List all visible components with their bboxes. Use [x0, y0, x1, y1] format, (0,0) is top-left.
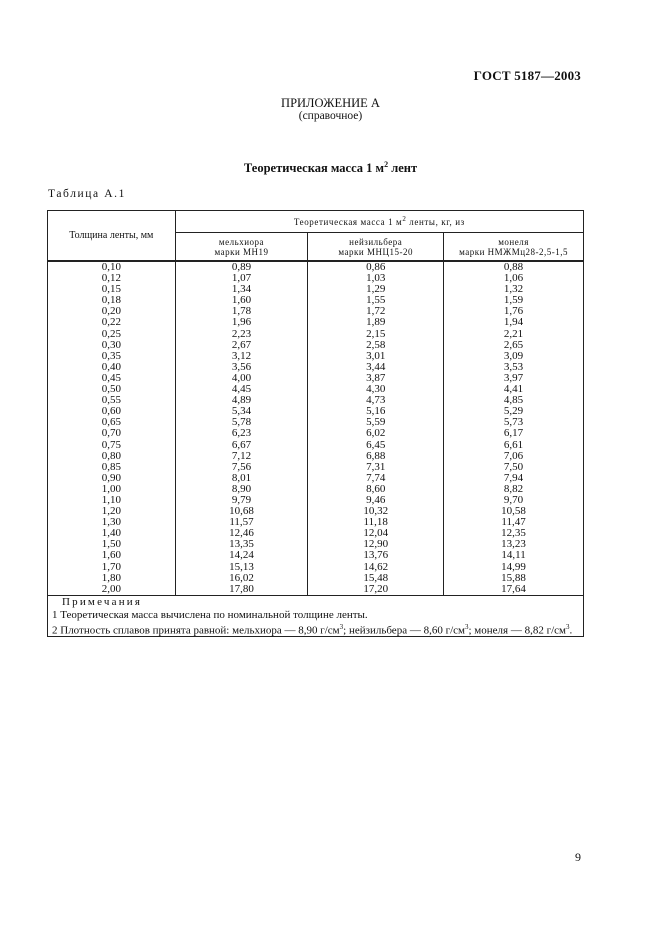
table-cell: 7,74: [366, 471, 386, 484]
page-title: [0, 160, 661, 176]
table-cell: 0,75: [101, 438, 121, 451]
table-body-row: [48, 261, 584, 595]
table-cell: 7,31: [366, 460, 386, 473]
table-cell: 4,41: [503, 383, 524, 396]
table-cell: 5,59: [366, 416, 386, 429]
table-cell: 2,67: [231, 338, 252, 351]
table-cell: 3,56: [231, 360, 252, 373]
table-cell: 6,67: [231, 438, 252, 451]
table-cell: 1,03: [366, 272, 386, 285]
table-cell: 0,85: [101, 460, 121, 473]
table-cell: 0,90: [101, 471, 121, 484]
table-cell: 0,18: [101, 294, 121, 307]
table-cell: 12,04: [363, 527, 389, 540]
table-cell: 3,97: [503, 371, 524, 384]
note-2-text: ; монеля — 8,82 г/см: [468, 624, 566, 637]
table-cell: 7,50: [503, 460, 524, 473]
table-cell: 2,58: [366, 338, 386, 351]
table-cell: 12,90: [363, 538, 389, 551]
table-cell: 1,00: [101, 482, 121, 495]
table-cell: 1,60: [231, 294, 252, 307]
table-cell: 0,89: [231, 261, 252, 273]
table-cell: 3,01: [366, 349, 386, 362]
table-cell: 7,06: [503, 449, 524, 462]
table-cell: 0,88: [503, 261, 524, 273]
mass-table: [47, 210, 584, 637]
note-2-sup: 3: [339, 622, 344, 631]
table-cell: 0,20: [101, 305, 121, 318]
table-cell: 1,94: [503, 316, 524, 329]
table-cell: 3,09: [503, 349, 524, 362]
table-cell: 16,02: [229, 571, 254, 584]
table-cell: 4,45: [231, 383, 252, 396]
table-cell: 0,65: [101, 416, 121, 429]
table-cell: 1,96: [231, 316, 252, 329]
title-superscript: 2: [384, 160, 389, 169]
table-cell: 12,46: [229, 527, 254, 540]
subheader-line: мельхиора: [218, 236, 265, 247]
group-header: [175, 211, 583, 233]
table-cell: 0,45: [101, 371, 121, 384]
group-header-sup: 2: [402, 215, 407, 224]
table-cell: 0,55: [101, 394, 121, 407]
subheader-melchior: [175, 233, 308, 262]
table-cell: 1,30: [101, 516, 121, 529]
table-cell: 10,68: [229, 505, 254, 518]
table-cell: 17,80: [229, 582, 254, 595]
table-cell: 6,17: [503, 427, 524, 440]
table-cell: 1,32: [503, 283, 524, 296]
table-cell: 13,23: [501, 538, 526, 551]
table-cell: 9,79: [231, 493, 252, 506]
table-cell: 1,06: [503, 272, 524, 285]
table-cell: 5,29: [503, 405, 524, 418]
table-cell: 13,76: [363, 549, 389, 562]
table-cell: 8,90: [231, 482, 252, 495]
table-cell: 9,46: [366, 493, 386, 506]
table-cell: 4,30: [366, 383, 386, 396]
appendix-title: ПРИЛОЖЕНИЕ А: [281, 96, 380, 110]
thickness-column: [48, 261, 176, 595]
table-cell: 7,94: [503, 471, 524, 484]
table-cell: 1,80: [101, 571, 121, 584]
table-cell: 1,10: [101, 493, 121, 506]
table-cell: 8,01: [231, 471, 252, 484]
table-cell: 11,57: [229, 516, 254, 529]
table-cell: 0,30: [101, 338, 121, 351]
group-header-suffix: ленты, кг, из: [406, 217, 465, 228]
table-cell: 6,61: [503, 438, 524, 451]
group-header-text: Теоретическая масса 1 м: [293, 217, 403, 228]
standard-number: ГОСТ 5187—2003: [473, 68, 581, 83]
table-cell: 9,70: [503, 493, 524, 506]
table-cell: 0,80: [101, 449, 121, 462]
table-label: Таблица А.1: [48, 188, 126, 200]
table-cell: 1,60: [101, 549, 121, 562]
table-cell: 0,50: [101, 383, 121, 396]
subheader-nickel-silver: [308, 233, 444, 262]
appendix-subtitle: (справочное): [298, 110, 363, 122]
table-cell: 11,18: [363, 516, 388, 529]
table-cell: 17,64: [501, 582, 526, 595]
table-cell: 1,34: [231, 283, 252, 296]
table-cell: 1,76: [503, 305, 524, 318]
table-cell: 3,53: [503, 360, 524, 373]
table-cell: 0,12: [101, 272, 121, 285]
thickness-header: Толщина ленты, мм: [48, 211, 176, 262]
subheader-line: нейзильбера: [349, 236, 403, 247]
table-cell: 3,44: [366, 360, 386, 373]
table-cell: 2,15: [366, 327, 386, 340]
table-cell: 3,87: [366, 371, 386, 384]
table-cell: 2,00: [101, 582, 121, 595]
table-cell: 1,59: [503, 294, 524, 307]
table-cell: 5,78: [231, 416, 252, 429]
table-cell: 10,32: [363, 505, 389, 518]
table-cell: 11,47: [501, 516, 526, 529]
table-cell: 6,88: [366, 449, 386, 462]
table-cell: 4,89: [231, 394, 252, 407]
note-2-text: .: [569, 624, 573, 637]
table-cell: 0,60: [101, 405, 121, 418]
table-cell: 6,02: [366, 427, 386, 440]
table-cell: 14,24: [229, 549, 254, 562]
table-cell: 0,86: [366, 261, 386, 273]
table-cell: 1,07: [231, 272, 252, 285]
table-cell: 13,35: [229, 538, 254, 551]
appendix-heading: [0, 97, 661, 123]
notes-heading: Примечания: [62, 595, 143, 608]
table-cell: 0,35: [101, 349, 121, 362]
subheader-line: марки МНЦ15-20: [338, 246, 413, 257]
table-cell: 3,12: [231, 349, 252, 362]
nickel-silver-column: [308, 261, 444, 595]
table-cell: 12,35: [501, 527, 526, 540]
table-cell: 1,89: [366, 316, 386, 329]
table-cell: 10,58: [501, 505, 526, 518]
table-cell: 14,99: [501, 560, 526, 573]
table-cell: 7,12: [231, 449, 252, 462]
monel-column: [444, 261, 584, 595]
table-cell: 1,40: [101, 527, 121, 540]
table-cell: 15,13: [229, 560, 254, 573]
table-cell: 2,21: [503, 327, 524, 340]
title-suffix: лент: [388, 161, 418, 176]
table-cell: 14,11: [501, 549, 526, 562]
subheader-monel: [444, 233, 584, 262]
notes-block: [48, 595, 584, 637]
table-cell: 1,55: [366, 294, 386, 307]
table-cell: 14,62: [363, 560, 389, 573]
subheader-line: монеля: [498, 236, 529, 247]
table-cell: 0,22: [101, 316, 121, 329]
table-cell: 1,72: [366, 305, 386, 318]
table-cell: 4,73: [366, 394, 386, 407]
table-cell: 15,48: [363, 571, 389, 584]
table-cell: 5,73: [503, 416, 524, 429]
table-cell: 0,70: [101, 427, 121, 440]
subheader-line: марки НМЖМц28-2,5-1,5: [459, 246, 569, 257]
table-cell: 6,45: [366, 438, 386, 451]
table-cell: 5,34: [231, 405, 252, 418]
table-cell: 0,40: [101, 360, 121, 373]
table-cell: 1,70: [101, 560, 121, 573]
table-cell: 1,20: [101, 505, 121, 518]
table-cell: 0,25: [101, 327, 121, 340]
melchior-column: [175, 261, 308, 595]
table-cell: 7,56: [231, 460, 252, 473]
table-cell: 5,16: [366, 405, 386, 418]
note-1: 1 Теоретическая масса вычислена по номинальной толщине ленты.: [52, 608, 368, 621]
table-cell: 8,82: [503, 482, 524, 495]
table-cell: 2,23: [231, 327, 252, 340]
note-2: [48, 621, 583, 637]
table-cell: 2,65: [503, 338, 524, 351]
note-2-text: 2 Плотность сплавов принята равной: мельхиора — 8,90 г/см: [52, 624, 340, 637]
page-number: 9: [575, 850, 581, 864]
note-2-text: ; нейзильбера — 8,60 г/см: [343, 624, 465, 637]
subheader-line: марки МН19: [214, 246, 269, 257]
table-cell: 8,60: [366, 482, 386, 495]
table-cell: 1,78: [231, 305, 252, 318]
table-cell: 15,88: [501, 571, 526, 584]
table-cell: 0,10: [101, 261, 121, 273]
table-cell: 4,00: [231, 371, 252, 384]
table-cell: 17,20: [363, 582, 389, 595]
table-cell: 0,15: [101, 283, 121, 296]
table-cell: 4,85: [503, 394, 524, 407]
table-cell: 1,29: [366, 283, 386, 296]
note-2-sup: 3: [565, 622, 570, 631]
table-cell: 1,50: [101, 538, 121, 551]
note-2-sup: 3: [464, 622, 469, 631]
title-text: Теоретическая масса 1 м: [243, 161, 385, 176]
table-cell: 6,23: [231, 427, 252, 440]
